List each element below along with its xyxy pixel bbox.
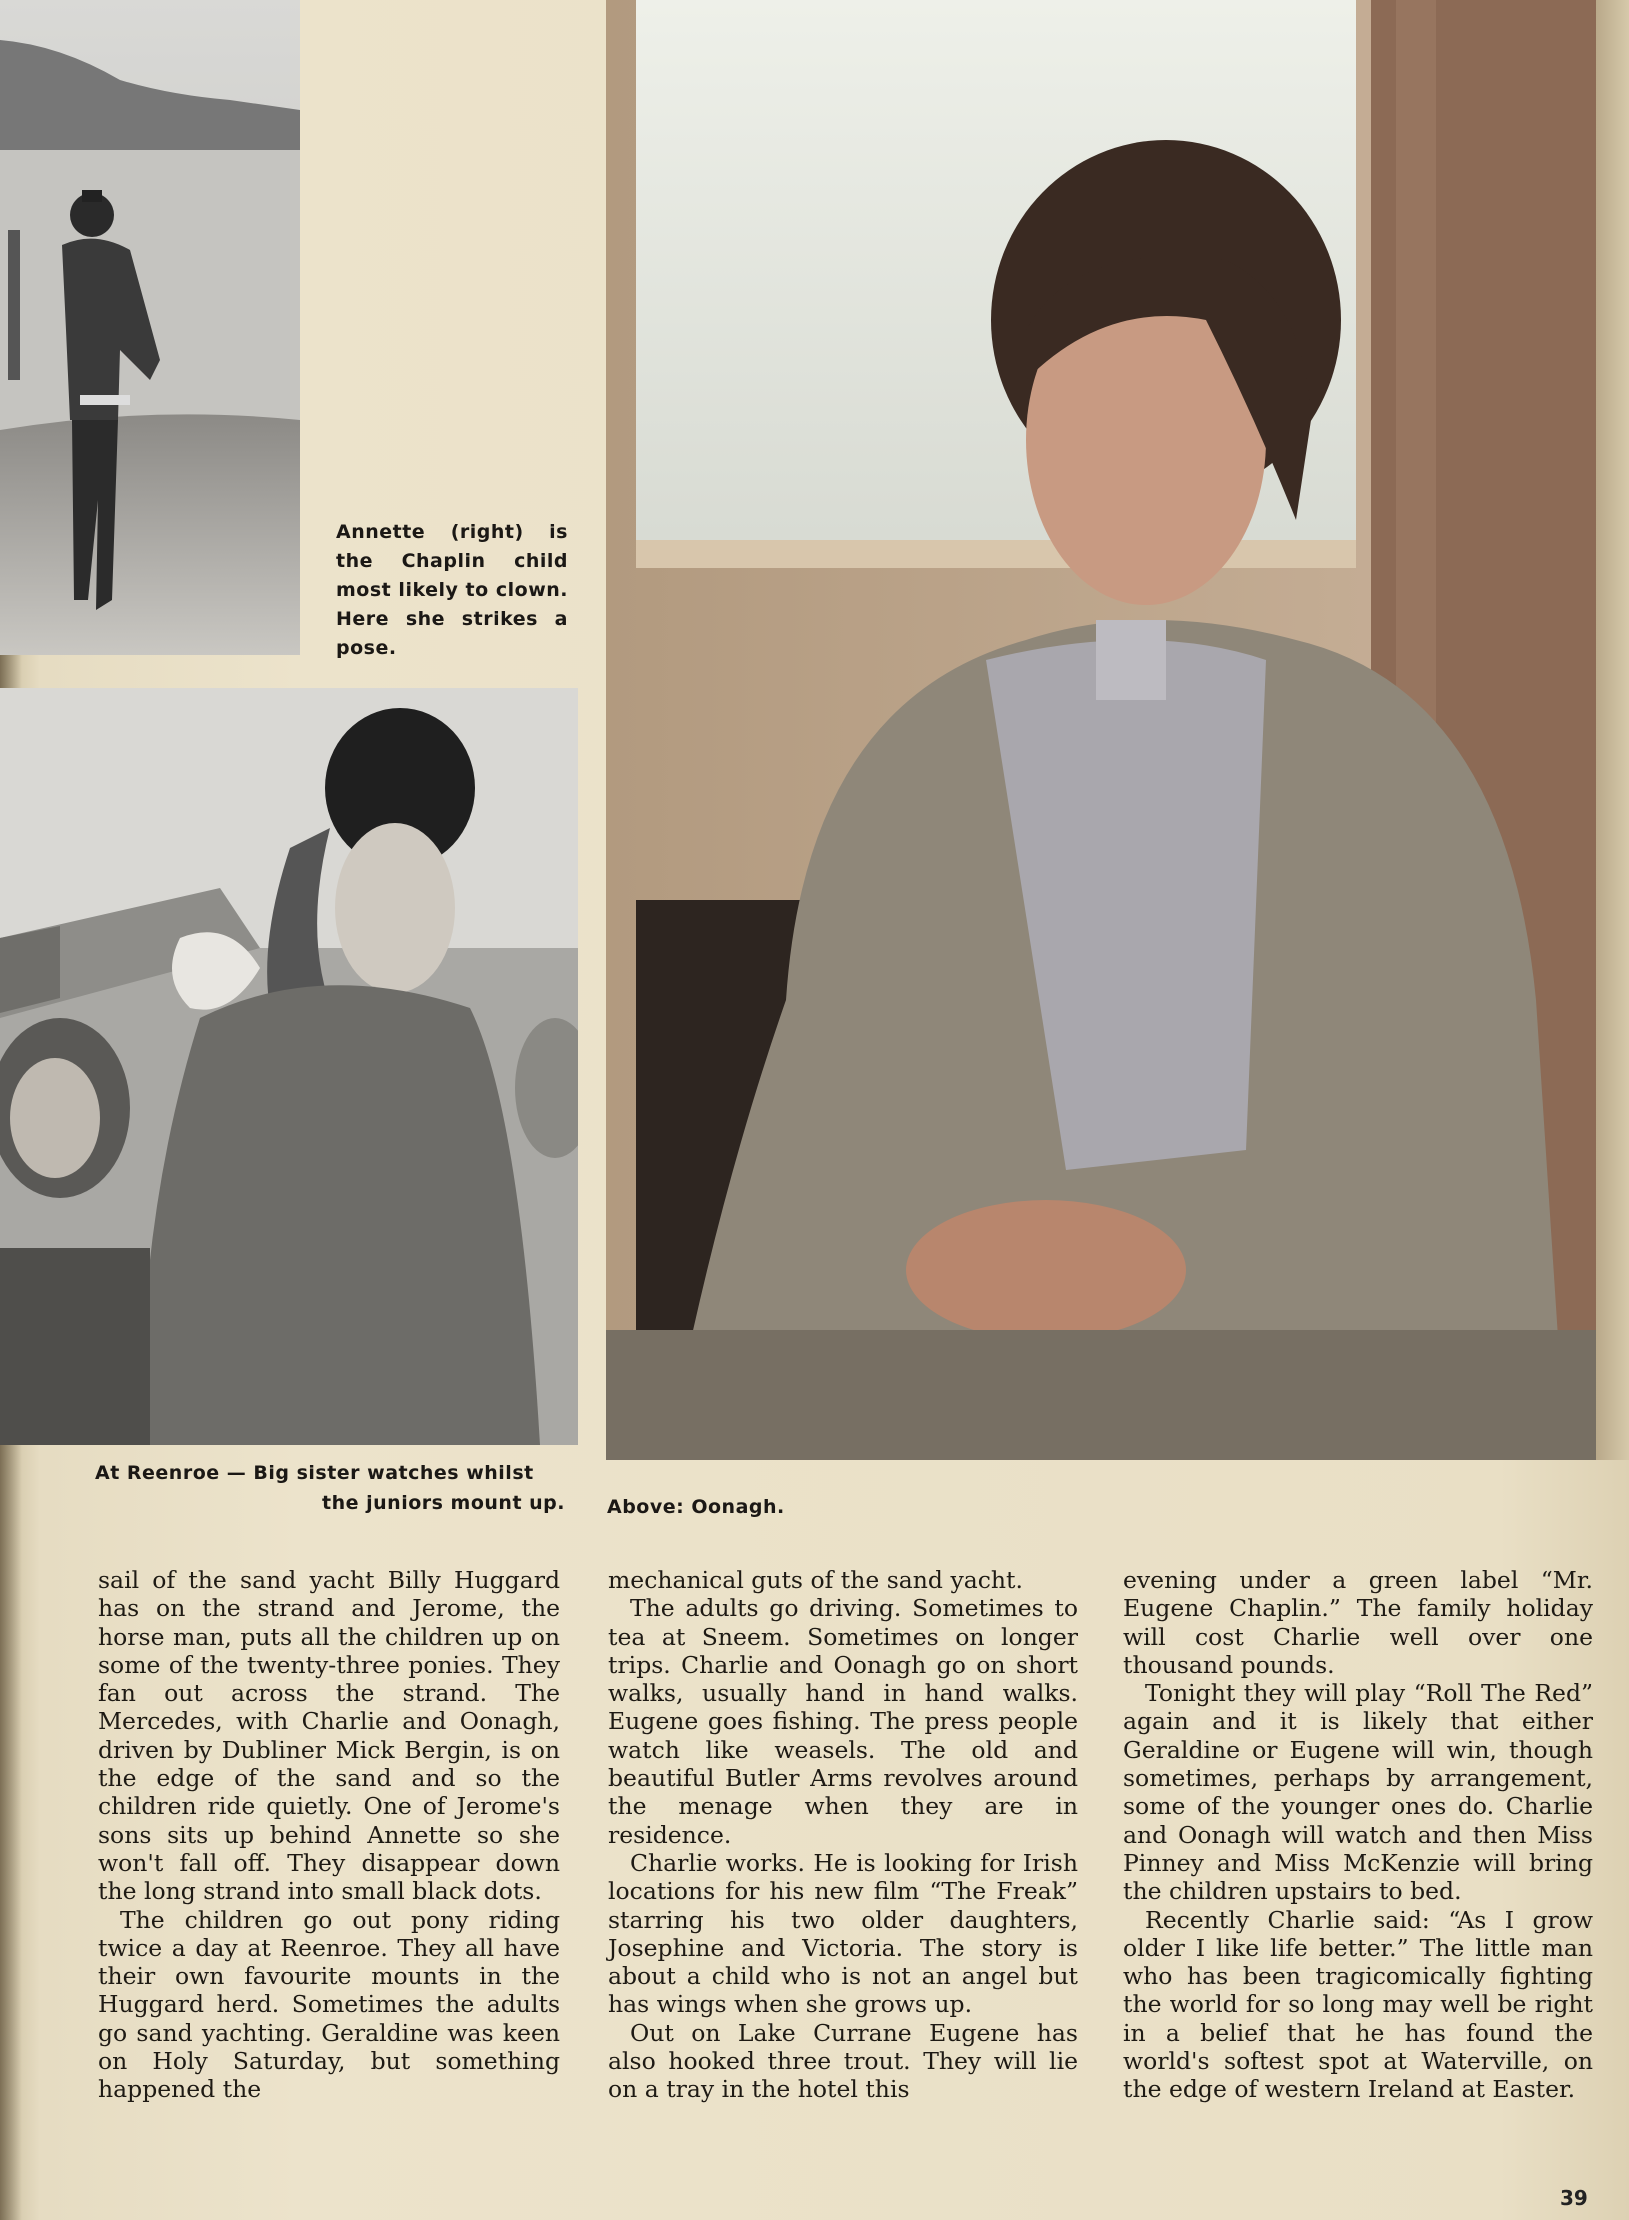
caption-oonagh: Above: Oonagh. (607, 1496, 785, 1518)
paragraph: evening under a green label “Mr. Eugene Chaplin.” The family holiday will cost Charlie well over one thousand pounds. (1123, 1566, 1593, 1679)
article-column-1 (98, 1566, 560, 2104)
caption-reenroe-line-1: At Reenroe — Big sister watches whilst (95, 1462, 534, 1484)
paragraph: The adults go driving. Sometimes to tea at Sneem. Sometimes on longer trips. Charlie and Oonagh go on short walks, usually hand in hand walks. Eugene goes fishing. The press people watch like weasels. The old and beautiful Butler Arms revolves around the menage when they are in residence. (608, 1594, 1078, 1849)
paragraph: Charlie works. He is looking for Irish locations for his new film “The Freak” starring his two older daughters, Josephine and Victoria. The story is about a child who is not an angel but has wings when she grows up. (608, 1848, 1078, 2019)
paragraph: mechanical guts of the sand yacht. (608, 1566, 1023, 1594)
page-edge-strip (1596, 0, 1629, 1460)
photo-annette-beach (0, 0, 300, 655)
paragraph: The children go out pony riding twice a day at Reenroe. They all have their own favourite mounts in the Huggard herd. Sometimes the adults go sand yachting. Geraldine was keen on Holy Saturday, but something happened the (98, 1905, 560, 2104)
caption-reenroe (95, 1458, 565, 1518)
photo-oonagh (606, 0, 1596, 1460)
article-column-2 (608, 1566, 1078, 2104)
paragraph: Out on Lake Currane Eugene has also hooked three trout. They will lie on a tray in the hotel this (608, 2018, 1078, 2104)
paragraph: sail of the sand yacht Billy Huggard has on the strand and Jerome, the horse man, puts all the children up on some of the twenty-three ponies. They fan out across the strand. The Mercedes, with Charlie and Oonagh, driven by Dubliner Mick Bergin, is on the edge of the sand and so the children ride quietly. One of Jerome's sons sits up behind Annette so she won't fall off. They disappear down the long strand into small black dots. (98, 1566, 560, 1906)
photo-reenroe-children (0, 688, 578, 1445)
paragraph: Tonight they will play “Roll The Red” again and it is likely that either Geraldine or Eugene will win, though sometimes, perhaps by arrangement, some of the younger ones do. Charlie and Oonagh will watch and then Miss Pinney and Miss McKenzie will bring the children upstairs to bed. (1123, 1679, 1593, 1906)
caption-reenroe-line-2: the juniors mount up. (322, 1492, 565, 1514)
article-column-3 (1123, 1566, 1593, 2104)
caption-annette: Annette (right) is the Chaplin child most likely to clown. Here she strikes a pose. (336, 521, 568, 659)
page-number: 39 (1560, 2186, 1588, 2210)
paragraph: Recently Charlie said: “As I grow older I like life better.” The little man who has been tragicomically fighting the world for so long may well be right in a belief that he has found the world's softest spot at Waterville, on the edge of western Ireland at Easter. (1123, 1905, 1593, 2104)
